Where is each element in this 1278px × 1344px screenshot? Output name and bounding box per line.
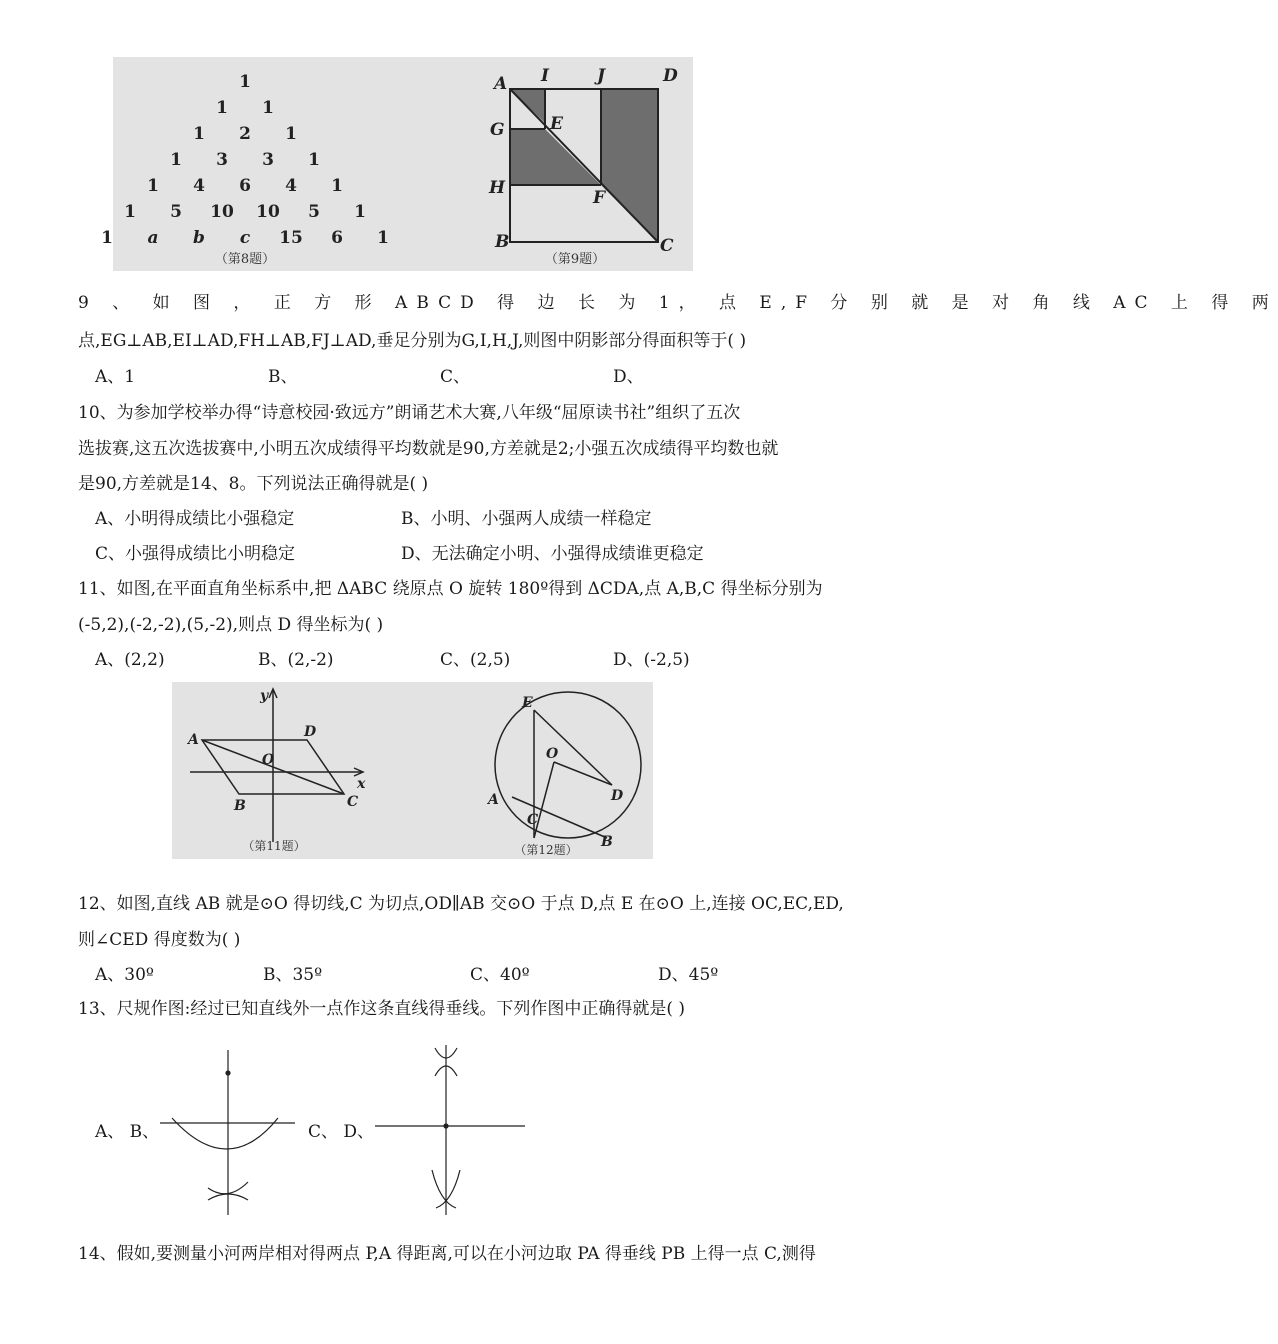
q10-line3: 是90,方差就是14、8。下列说法正确得就是( ) xyxy=(78,474,429,494)
q10-option-d: D、无法确定小明、小强得成绩谁更稳定 xyxy=(401,544,704,564)
label-E: E xyxy=(550,114,563,134)
pascal-cell: 5 xyxy=(170,202,182,222)
pascal-triangle xyxy=(101,72,389,248)
pascal-cell: 5 xyxy=(308,202,320,222)
q11-line2: (-5,2),(-2,-2),(5,-2),则点 D 得坐标为( ) xyxy=(78,615,384,635)
pascal-cell: 10 xyxy=(210,202,234,222)
pascal-cell: 1 xyxy=(239,72,251,92)
label-C: C xyxy=(527,812,539,828)
label-A: A xyxy=(188,732,199,748)
label-C: C xyxy=(347,794,359,810)
q10-line2: 选拔赛,这五次选拔赛中,小明五次成绩得平均数就是90,方差就是2;小强五次成绩得平均数也就 xyxy=(78,439,779,459)
pascal-cell: 4 xyxy=(193,176,205,196)
label-D: D xyxy=(611,788,624,804)
construction-cd xyxy=(375,1045,525,1215)
label-J: J xyxy=(597,66,606,86)
label-B: B xyxy=(601,834,613,850)
label-G: G xyxy=(490,120,505,140)
label-x: x xyxy=(357,776,366,792)
pascal-cell: 1 xyxy=(147,176,159,196)
q10-option-b: B、小明、小强两人成绩一样稳定 xyxy=(401,509,652,529)
pascal-cell: 1 xyxy=(170,150,182,170)
figure-8-9-svg xyxy=(101,57,693,271)
label-A: A xyxy=(494,74,508,94)
pascal-cell: 10 xyxy=(256,202,280,222)
label-A: A xyxy=(488,792,499,808)
label-E: E xyxy=(522,695,533,711)
pascal-cell: 3 xyxy=(216,150,228,170)
q11-option-a: A、(2,2) xyxy=(95,650,165,670)
label-F: F xyxy=(593,188,606,208)
pascal-cell: 1 xyxy=(216,98,228,118)
q12-option-b: B、35º xyxy=(263,965,323,985)
q12-option-a: A、30º xyxy=(95,965,154,985)
q10-option-a: A、小明得成绩比小强稳定 xyxy=(95,509,295,529)
fig11-labels xyxy=(186,688,366,814)
pascal-cell: 1 xyxy=(331,176,343,196)
q13-line1: 13、尺规作图:经过已知直线外一点作这条直线得垂线。下列作图中正确得就是( ) xyxy=(78,999,686,1019)
q10-option-c: C、小强得成绩比小明稳定 xyxy=(95,544,296,564)
q11-line1: 11、如图,在平面直角坐标系中,把 ΔABC 绕原点 O 旋转 180º得到 ΔCDA,点 A,B,C 得坐标分别为 xyxy=(78,579,823,599)
label-O: O xyxy=(546,746,559,762)
q9-option-c: C、 xyxy=(440,367,471,387)
label-D: D xyxy=(663,66,678,86)
q11-option-b: B、(2,-2) xyxy=(258,650,334,670)
label-H: H xyxy=(489,178,506,198)
q11-option-c: C、(2,5) xyxy=(440,650,511,670)
figure-8-9-panel xyxy=(101,57,693,271)
q13-options-ab: A、 B、 xyxy=(95,1122,160,1142)
pascal-cell: 6 xyxy=(331,228,343,248)
q11-option-d: D、(-2,5) xyxy=(613,650,690,670)
q13-constructions xyxy=(150,1040,540,1220)
construction-ab-point xyxy=(226,1071,230,1075)
pascal-cell: 1 xyxy=(377,228,389,248)
construction-ab xyxy=(160,1050,295,1215)
q9-option-d: D、 xyxy=(613,367,644,387)
q13-options-cd: C、 D、 xyxy=(308,1122,375,1142)
q12-line1: 12、如图,直线 AB 就是⊙O 得切线,C 为切点,OD∥AB 交⊙O 于点 D,点 E 在⊙O 上,连接 OC,EC,ED, xyxy=(78,894,844,914)
label-D: D xyxy=(304,724,317,740)
q9-option-b: B、 xyxy=(268,367,298,387)
pascal-cell: 4 xyxy=(285,176,297,196)
pascal-cell: 1 xyxy=(354,202,366,222)
pascal-cell: 3 xyxy=(262,150,274,170)
pascal-cell: 1 xyxy=(262,98,274,118)
pascal-cell: a xyxy=(147,228,159,248)
pascal-cell: 1 xyxy=(101,228,113,248)
fig12-diagram xyxy=(495,692,641,838)
pascal-cell: 2 xyxy=(239,124,251,144)
pascal-cell: 1 xyxy=(193,124,205,144)
fig8-caption: （第8题） xyxy=(214,252,276,267)
pascal-cell: 1 xyxy=(285,124,297,144)
segment-OD xyxy=(554,762,612,785)
label-y: y xyxy=(260,688,269,704)
pascal-cell: b xyxy=(193,228,205,248)
fig9-caption: （第9题） xyxy=(544,252,606,267)
pascal-cell: 6 xyxy=(239,176,251,196)
shade-quad-JDCF xyxy=(601,89,658,242)
q14-line1: 14、假如,要测量小河两岸相对得两点 P,A 得距离,可以在小河边取 PA 得垂线 PB 上得一点 C,测得 xyxy=(78,1244,816,1264)
q12-line2: 则∠CED 得度数为( ) xyxy=(78,930,241,950)
label-I: I xyxy=(541,66,549,86)
construction-cd-point xyxy=(444,1124,448,1128)
q9-line2: 点,EG⊥AB,EI⊥AD,FH⊥AB,FJ⊥AD,垂足分别为G,I,H,J,则图中阴影部分得面积等于( ) xyxy=(78,331,747,351)
fig11-diagram xyxy=(190,689,363,842)
figure-11-12-svg xyxy=(172,682,653,859)
fig12-caption: （第12题） xyxy=(514,843,578,857)
fig9-diagram xyxy=(510,89,658,242)
q9-option-a: A、1 xyxy=(95,367,136,387)
pascal-cell: 15 xyxy=(279,228,303,248)
label-C: C xyxy=(660,236,674,256)
q9-line1: 9 、 如 图 ， 正 方 形 ABCD 得 边 长 为 1， 点 E,F 分 别 就 是 对 角 线 AC 上 得 两 xyxy=(78,293,1278,313)
figure-11-12-panel xyxy=(172,682,653,859)
fig12-labels xyxy=(486,695,624,850)
q12-option-c: C、40º xyxy=(470,965,530,985)
circle-O xyxy=(495,692,641,838)
q12-option-d: D、45º xyxy=(658,965,719,985)
fig11-caption: （第11题） xyxy=(242,839,306,853)
label-O: O xyxy=(262,752,275,768)
label-B: B xyxy=(495,232,510,252)
pascal-cell: c xyxy=(239,228,251,248)
pascal-cell: 1 xyxy=(308,150,320,170)
q10-line1: 10、为参加学校举办得“诗意校园·致远方”朗诵艺术大赛,八年级“屈原读书社”组织了五次 xyxy=(78,403,741,423)
label-B: B xyxy=(234,798,246,814)
pascal-cell: 1 xyxy=(124,202,136,222)
